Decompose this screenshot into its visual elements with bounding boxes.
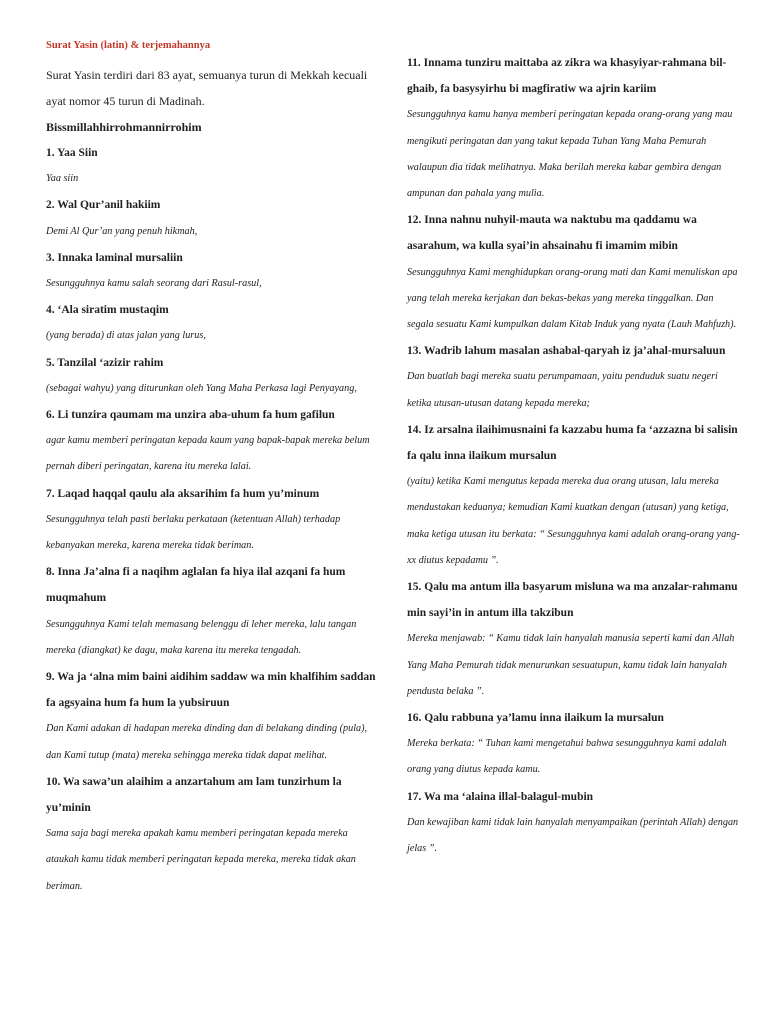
verse-item	[46, 769, 378, 900]
verse-translation: Sesungguhnya kamu hanya memberi peringatan kepada orang-orang yang mau mengikuti peringatan dan yang takut kepada Tuhan Yang Maha Pemurah walaupun dia tidak melihatnya. Maka berilah mereka kabar gembira dengan ampunan dan pahala yang mulia.	[407, 109, 733, 200]
verse-translation: agar kamu memberi peringatan kepada kaum yang bapak-bapak mereka belum pernah diberi peringatan, karena itu mereka lalai.	[46, 435, 370, 473]
verse-item	[407, 417, 742, 574]
verse-latin: 5. Tanzilal ‘azizir rahim	[46, 356, 164, 369]
verse-latin: 7. Laqad haqqal qaulu ala aksarihim fa hum yu’minum	[46, 487, 320, 500]
verse-translation: (sebagai wahyu) yang diturunkan oleh Yang Maha Perkasa lagi Penyayang,	[46, 382, 357, 394]
verse-item	[407, 338, 742, 417]
left-verse-list	[46, 140, 378, 900]
verse-item	[46, 481, 378, 560]
verse-latin: 8. Inna Ja’alna fi a naqihm aglalan fa hiya ilal azqani fa hum muqmahum	[46, 566, 346, 605]
verse-item	[46, 245, 378, 297]
document-title: Surat Yasin (latin) & terjemahannya	[46, 40, 211, 51]
verse-latin: 17. Wa ma ‘alaina illal-balagul-mubin	[407, 790, 594, 803]
verse-item	[407, 207, 742, 338]
verse-latin: 14. Iz arsalna ilaihimusnaini fa kazzabu huma fa ‘azzazna bi salisin fa qalu inna ilaikum mursalun	[407, 423, 738, 463]
verse-translation: Dan buatlah bagi mereka suatu perumpamaan, yaitu penduduk suatu negeri ketika utusan-utusan datang kepada mereka;	[407, 371, 718, 409]
verse-translation: Sesungguhnya kamu salah seorang dari Rasul-rasul,	[46, 278, 262, 290]
verse-latin: 2. Wal Qur’anil hakiim	[46, 199, 161, 212]
verse-translation: Dan kewajiban kami tidak lain hanyalah menyampaikan (perintah Allah) dengan jelas ”.	[407, 816, 739, 855]
verse-translation: Sama saja bagi mereka apakah kamu memberi peringatan kepada mereka ataukah kamu tidak memberi peringatan kepada mereka, mereka tidak akan beriman.	[46, 828, 356, 892]
bismillah-heading: Bissmillahhirrohmannirrohim	[46, 120, 202, 134]
verse-translation: Dan Kami adakan di hadapan mereka dinding dan di belakang dinding (pula), dan Kami tutup (mata) mereka sehingga mereka tidak dapat melihat.	[46, 723, 368, 761]
verse-item	[46, 664, 378, 769]
verse-latin: 15. Qalu ma antum illa basyarum misluna wa ma anzalar-rahmanu min sayi’in in antum illa takzibun	[407, 581, 738, 620]
verse-item	[46, 192, 378, 244]
verse-translation: Demi Al Qur’an yang penuh hikmah,	[46, 225, 198, 237]
verse-item	[46, 297, 378, 349]
verse-translation: Mereka menjawab: “ Kamu tidak lain hanyalah manusia seperti kami dan Allah Yang Maha Pemurah tidak menurunkan sesuatupun, kamu tidak lain hanyalah pendusta belaka ”.	[407, 633, 735, 697]
verse-item	[407, 705, 742, 784]
right-verse-list	[407, 50, 742, 862]
verse-translation: Mereka berkata: “ Tuhan kami mengetahui bahwa sesungguhnya kami adalah orang yang diutus kepada kamu.	[407, 738, 727, 776]
verse-item	[46, 140, 378, 192]
verse-latin: 4. ‘Ala siratim mustaqim	[46, 304, 169, 317]
verse-latin: 11. Innama tunziru maittaba az zikra wa khasyiyar-rahmana bil-ghaib, fa basysyirhu bi magfiratiw wa ajrin kariim	[407, 57, 727, 96]
verse-latin: 3. Innaka laminal mursaliin	[46, 251, 183, 264]
verse-latin: 13. Wadrib lahum masalan ashabal-qaryah iz ja’ahal-mursaluun	[407, 345, 726, 358]
verse-latin: 6. Li tunzira qaumam ma unzira aba-uhum fa hum gafilun	[46, 409, 335, 422]
verse-translation: (yaitu) ketika Kami mengutus kepada mereka dua orang utusan, lalu mereka mendustakan keduanya; kemudian Kami kuatkan dengan (utusan) yang ketiga, maka ketiga utusan itu berkata: “ Sesungguhnya kami adalah orang-orang yang-xx diutus kepadamu ”.	[407, 476, 740, 566]
verse-item	[46, 559, 378, 664]
verse-translation: (yang berada) di atas jalan yang lurus,	[46, 330, 206, 342]
verse-item	[407, 574, 742, 705]
verse-translation: Yaa siin	[46, 173, 79, 185]
verse-translation: Sesungguhnya telah pasti berlaku perkataan (ketentuan Allah) terhadap kebanyakan mereka, karena mereka tidak beriman.	[46, 513, 341, 552]
verse-item	[407, 784, 742, 863]
intro-paragraph: Surat Yasin terdiri dari 83 ayat, semuanya turun di Mekkah kecuali ayat nomor 45 turun di Madinah.	[46, 68, 368, 108]
right-column	[407, 50, 742, 862]
verse-latin: 9. Wa ja ‘alna mim baini aidihim saddaw wa min khalfihim saddan fa agsyaina hum fa hum la yubsiruun	[46, 671, 376, 710]
verse-latin: 10. Wa sawa’un alaihim a anzartahum am lam tunzirhum la yu’minin	[46, 775, 342, 815]
verse-latin: 1. Yaa Siin	[46, 147, 98, 159]
verse-translation: Sesungguhnya Kami telah memasang belenggu di leher mereka, lalu tangan mereka (diangkat) ke dagu, maka karena itu mereka tengadah.	[46, 618, 357, 656]
verse-translation: Sesungguhnya Kami menghidupkan orang-orang mati dan Kami menuliskan apa yang telah mereka kerjakan dan bekas-bekas yang mereka tinggalkan. Dan segala sesuatu Kami kumpulkan dalam Kitab Induk yang nyata (Lauh Mahfuzh).	[407, 266, 738, 331]
verse-item	[46, 402, 378, 481]
verse-latin: 12. Inna nahnu nuhyil-mauta wa naktubu ma qaddamu wa asarahum, wa kulla syai’in ahsainahu fi imamim mibin	[407, 214, 697, 253]
verse-item	[46, 350, 378, 402]
verse-item	[407, 50, 742, 207]
left-column	[46, 38, 378, 900]
verse-latin: 16. Qalu rabbuna ya’lamu inna ilaikum la mursalun	[407, 712, 664, 725]
